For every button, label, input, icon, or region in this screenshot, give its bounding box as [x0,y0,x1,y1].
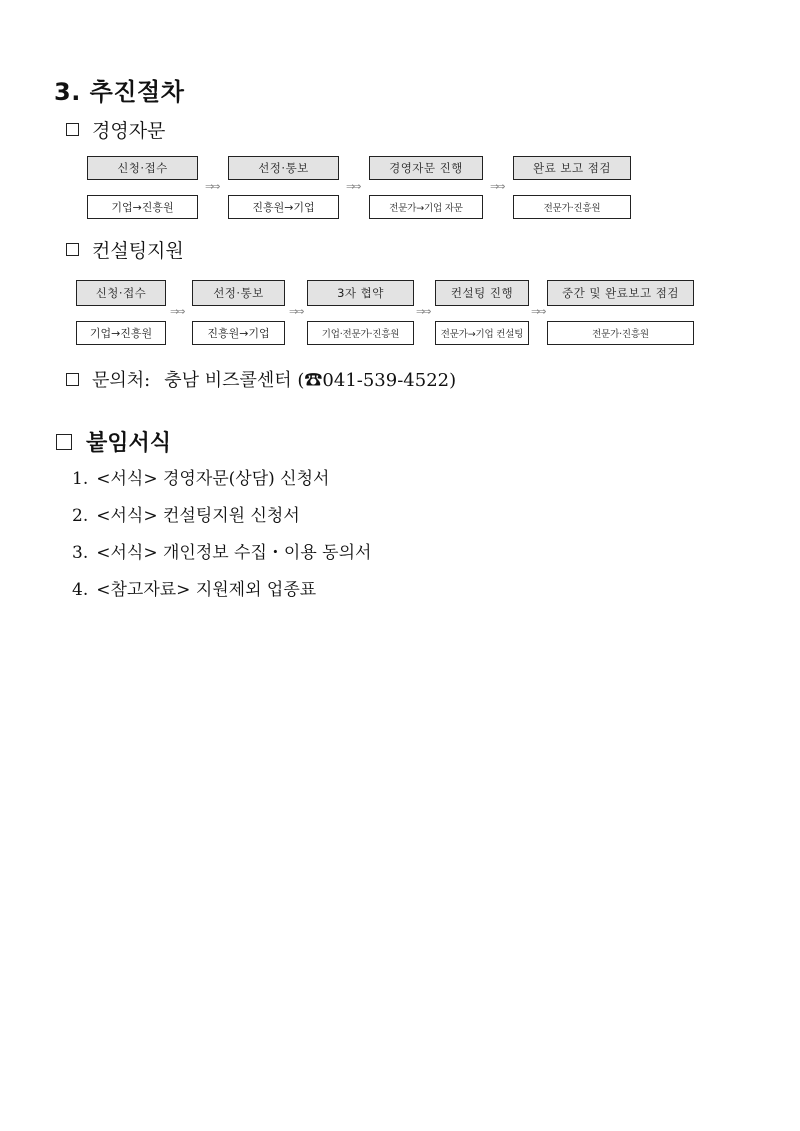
contact-value: 충남 비즈콜센터 (☎041-539-4522) [164,370,457,391]
consulting-step-2-bottom: 진흥원→기업 [192,321,285,345]
consulting-step-4-bottom: 전문가→기업 컨설팅 [435,321,529,345]
consulting-step-1-bottom: 기업→진흥원 [76,321,166,345]
consulting-step-1-top: 신청·접수 [76,280,166,306]
checkbox-icon [66,123,79,136]
attachments-heading [56,426,171,457]
advisory-heading [66,116,165,143]
consulting-step-3-bottom: 기업·전문가·진흥원 [307,321,414,345]
consulting-heading [66,236,184,263]
arrow-icon: ⇒⇒ [205,180,218,193]
checkbox-icon [66,243,79,256]
checkbox-icon [66,373,79,386]
arrow-icon: ⇒⇒ [170,305,183,318]
consulting-step-2-top: 선정·통보 [192,280,285,306]
attachments-title: 붙임서식 [86,431,172,456]
contact-line [66,366,456,392]
arrow-icon: ⇒⇒ [346,180,359,193]
advisory-step-4-bottom: 전문가·진흥원 [513,195,631,219]
advisory-step-3-top: 경영자문 진행 [369,156,483,180]
advisory-step-2-top: 선정·통보 [228,156,339,180]
consulting-step-3-top: 3자 협약 [307,280,414,306]
arrow-icon: ⇒⇒ [490,180,503,193]
checkbox-icon [56,434,72,450]
advisory-step-1-top: 신청·접수 [87,156,198,180]
contact-label: 문의처: [92,370,151,391]
advisory-step-4-top: 완료 보고 점검 [513,156,631,180]
consulting-step-4-top: 컨설팅 진행 [435,280,529,306]
advisory-step-3-bottom: 전문가→기업 자문 [369,195,483,219]
attachment-item-4: 4. <참고자료> 지원제외 업종표 [72,580,317,600]
attachment-item-2: 2. <서식> 컨설팅지원 신청서 [72,506,300,526]
advisory-step-2-bottom: 진흥원→기업 [228,195,339,219]
consulting-title: 컨설팅지원 [92,240,184,262]
consulting-step-5-top: 중간 및 완료보고 점검 [547,280,694,306]
arrow-icon: ⇒⇒ [531,305,544,318]
advisory-step-1-bottom: 기업→진흥원 [87,195,198,219]
consulting-step-5-bottom: 전문가·진흥원 [547,321,694,345]
attachment-item-3: 3. <서식> 개인정보 수집・이용 동의서 [72,543,372,563]
arrow-icon: ⇒⇒ [416,305,429,318]
arrow-icon: ⇒⇒ [289,305,302,318]
attachment-item-1: 1. <서식> 경영자문(상담) 신청서 [72,469,330,489]
section-title: 3. 추진절차 [54,78,185,106]
advisory-title: 경영자문 [92,120,166,142]
